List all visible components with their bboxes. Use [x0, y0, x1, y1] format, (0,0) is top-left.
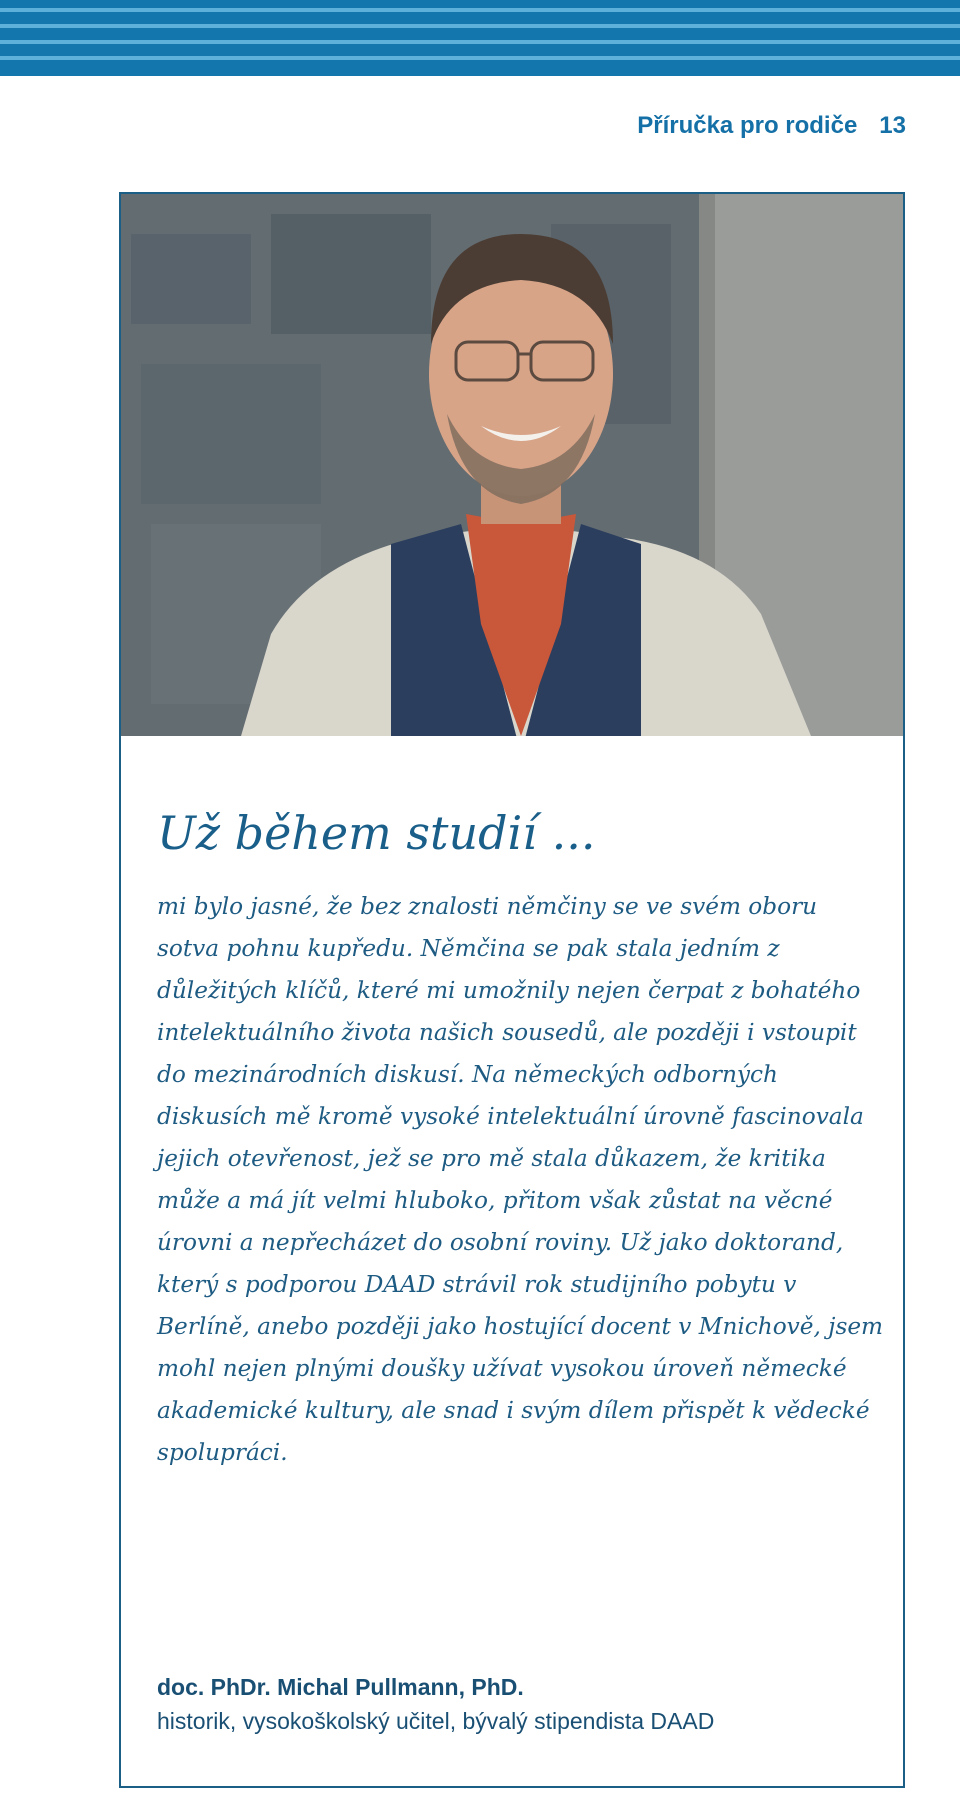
stripe-line [0, 24, 960, 28]
top-stripe-band [0, 0, 960, 76]
page-number: 13 [879, 112, 906, 139]
testimonial-heading: Už během studií ... [157, 806, 596, 860]
stripe-line [0, 8, 960, 12]
running-header [637, 112, 906, 140]
testimonial-body: mi bylo jasné, že bez znalosti němčiny se ve svém oboru sotva pohnu kupředu. Němčina se pak stala jedním z důležitých klíčů, které mi umožnily nejen čerpat z bohatého intelektuálního života našich sousedů, ale později i vstoupit do mezinárodních diskusí. Na německých odborných diskusích mě kromě vysoké intelektuální úrovně fascinovala jejich otevřenost, jež se pro mě stala důkazem, že kritika může a má jít velmi hluboko, přitom však zůstat na věcné úrovni a nepřecházet do osobní roviny. Už jako doktorand, který s podporou DAAD strávil rok studijního pobytu v Berlíně, anebo později jako hostující docent v Mnichově, jsem mohl nejen plnými doušky užívat vysokou úroveň německé akademické kultury, ale snad i svým dílem přispět k vědecké spolupráci. [157, 893, 884, 1466]
stripe-line [0, 40, 960, 44]
publication-title: Příručka pro rodiče [637, 112, 858, 139]
author-signature [157, 1670, 897, 1738]
testimonial-card [119, 192, 905, 1788]
portrait-photo [121, 194, 903, 736]
author-name: doc. PhDr. Michal Pullmann, PhD. [157, 1674, 524, 1700]
author-role: historik, vysokoškolský učitel, bývalý stipendista DAAD [157, 1708, 715, 1734]
stripe-line [0, 56, 960, 60]
